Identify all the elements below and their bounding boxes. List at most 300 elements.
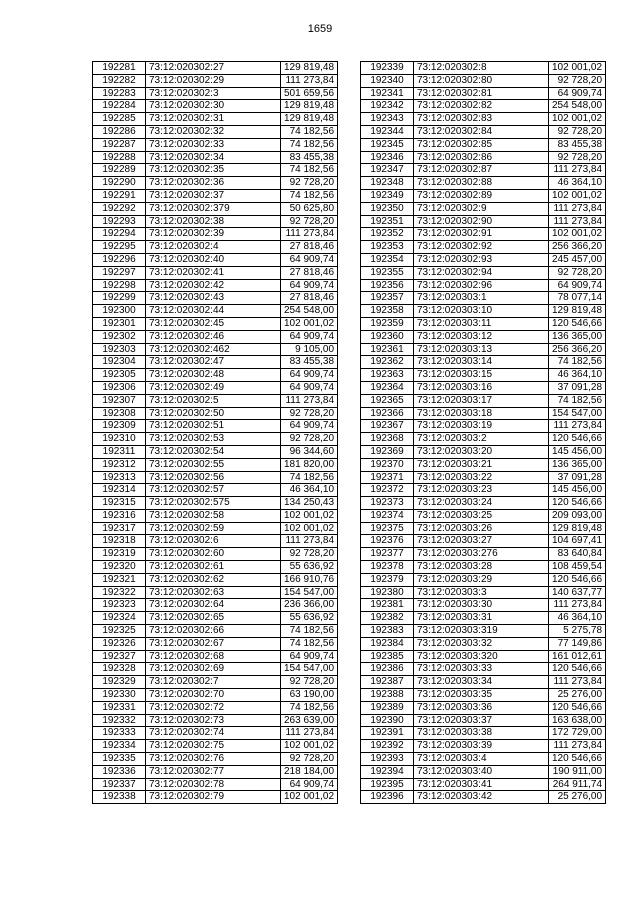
value-cell: 129 819,48 <box>281 113 338 126</box>
row-number-cell: 192310 <box>93 433 146 446</box>
row-number-cell: 192300 <box>93 305 146 318</box>
table-row <box>93 394 338 407</box>
table-row <box>93 445 338 458</box>
value-cell: 46 364,10 <box>549 369 606 382</box>
cadastral-number-cell: 73:12:020302:31 <box>146 113 281 126</box>
value-cell: 111 273,84 <box>549 676 606 689</box>
row-number-cell: 192284 <box>93 100 146 113</box>
table-row <box>93 599 338 612</box>
table-row <box>93 663 338 676</box>
table-row <box>361 650 606 663</box>
row-number-cell: 192353 <box>361 241 414 254</box>
row-number-cell: 192395 <box>361 778 414 791</box>
cadastral-number-cell: 73:12:020302:86 <box>414 151 549 164</box>
cadastral-number-cell: 73:12:020302:53 <box>146 433 281 446</box>
value-cell: 264 911,74 <box>549 778 606 791</box>
row-number-cell: 192370 <box>361 458 414 471</box>
value-cell: 27 818,46 <box>281 266 338 279</box>
row-number-cell: 192380 <box>361 586 414 599</box>
cadastral-number-cell: 73:12:020302:56 <box>146 471 281 484</box>
table-row <box>361 356 606 369</box>
cadastral-number-cell: 73:12:020302:70 <box>146 689 281 702</box>
value-cell: 92 728,20 <box>549 74 606 87</box>
cadastral-number-cell: 73:12:020302:93 <box>414 253 549 266</box>
row-number-cell: 192355 <box>361 266 414 279</box>
cadastral-number-cell: 73:12:020303:22 <box>414 471 549 484</box>
value-cell: 64 909,74 <box>281 330 338 343</box>
cadastral-number-cell: 73:12:020303:1 <box>414 292 549 305</box>
row-number-cell: 192318 <box>93 535 146 548</box>
cadastral-number-cell: 73:12:020302:64 <box>146 599 281 612</box>
row-number-cell: 192332 <box>93 714 146 727</box>
row-number-cell: 192289 <box>93 164 146 177</box>
row-number-cell: 192384 <box>361 637 414 650</box>
table-row <box>361 369 606 382</box>
cadastral-number-cell: 73:12:020302:87 <box>414 164 549 177</box>
table-row <box>361 266 606 279</box>
row-number-cell: 192281 <box>93 62 146 75</box>
row-number-cell: 192291 <box>93 189 146 202</box>
row-number-cell: 192376 <box>361 535 414 548</box>
row-number-cell: 192338 <box>93 791 146 804</box>
cadastral-number-cell: 73:12:020303:36 <box>414 701 549 714</box>
row-number-cell: 192373 <box>361 497 414 510</box>
cadastral-number-cell: 73:12:020303:14 <box>414 356 549 369</box>
value-cell: 92 728,20 <box>549 125 606 138</box>
row-number-cell: 192334 <box>93 740 146 753</box>
cadastral-number-cell: 73:12:020302:5 <box>146 394 281 407</box>
row-number-cell: 192285 <box>93 113 146 126</box>
cadastral-number-cell: 73:12:020302:76 <box>146 753 281 766</box>
value-cell: 92 728,20 <box>549 151 606 164</box>
table-row <box>93 87 338 100</box>
value-cell: 136 365,00 <box>549 458 606 471</box>
row-number-cell: 192357 <box>361 292 414 305</box>
cadastral-number-cell: 73:12:020303:39 <box>414 740 549 753</box>
cadastral-number-cell: 73:12:020302:7 <box>146 676 281 689</box>
row-number-cell: 192346 <box>361 151 414 164</box>
table-row <box>361 663 606 676</box>
cadastral-number-cell: 73:12:020303:28 <box>414 561 549 574</box>
cadastral-number-cell: 73:12:020303:17 <box>414 394 549 407</box>
table-row <box>361 433 606 446</box>
value-cell: 120 546,66 <box>549 663 606 676</box>
row-number-cell: 192337 <box>93 778 146 791</box>
table-row <box>93 612 338 625</box>
value-cell: 120 546,66 <box>549 573 606 586</box>
table-row <box>93 292 338 305</box>
row-number-cell: 192368 <box>361 433 414 446</box>
table-row <box>93 522 338 535</box>
value-cell: 120 546,66 <box>549 433 606 446</box>
cadastral-number-cell: 73:12:020303:16 <box>414 381 549 394</box>
cadastral-number-cell: 73:12:020302:32 <box>146 125 281 138</box>
table-row <box>361 215 606 228</box>
row-number-cell: 192327 <box>93 650 146 663</box>
table-row <box>361 586 606 599</box>
value-cell: 96 344,60 <box>281 445 338 458</box>
row-number-cell: 192394 <box>361 765 414 778</box>
row-number-cell: 192294 <box>93 228 146 241</box>
table-row <box>93 407 338 420</box>
table-row <box>361 317 606 330</box>
row-number-cell: 192296 <box>93 253 146 266</box>
table-row <box>361 765 606 778</box>
table-row <box>93 253 338 266</box>
cadastral-number-cell: 73:12:020302:84 <box>414 125 549 138</box>
cadastral-number-cell: 73:12:020302:46 <box>146 330 281 343</box>
cadastral-number-cell: 73:12:020302:4 <box>146 241 281 254</box>
cadastral-number-cell: 73:12:020302:74 <box>146 727 281 740</box>
value-cell: 37 091,28 <box>549 381 606 394</box>
row-number-cell: 192298 <box>93 279 146 292</box>
cadastral-number-cell: 73:12:020302:55 <box>146 458 281 471</box>
cadastral-number-cell: 73:12:020302:75 <box>146 740 281 753</box>
row-number-cell: 192344 <box>361 125 414 138</box>
row-number-cell: 192287 <box>93 138 146 151</box>
table-row <box>361 407 606 420</box>
value-cell: 181 820,00 <box>281 458 338 471</box>
cadastral-number-cell: 73:12:020302:34 <box>146 151 281 164</box>
value-cell: 111 273,84 <box>281 74 338 87</box>
value-cell: 102 001,02 <box>281 509 338 522</box>
cadastral-number-cell: 73:12:020302:88 <box>414 177 549 190</box>
cadastral-number-cell: 73:12:020303:34 <box>414 676 549 689</box>
cadastral-number-cell: 73:12:020303:3 <box>414 586 549 599</box>
cadastral-number-cell: 73:12:020302:38 <box>146 215 281 228</box>
cadastral-number-cell: 73:12:020302:69 <box>146 663 281 676</box>
value-cell: 111 273,84 <box>549 420 606 433</box>
cadastral-number-cell: 73:12:020302:81 <box>414 87 549 100</box>
table-row <box>361 740 606 753</box>
value-cell: 501 659,56 <box>281 87 338 100</box>
table-row <box>93 548 338 561</box>
row-number-cell: 192309 <box>93 420 146 433</box>
table-row <box>93 381 338 394</box>
row-number-cell: 192386 <box>361 663 414 676</box>
table-row <box>361 100 606 113</box>
row-number-cell: 192286 <box>93 125 146 138</box>
cadastral-number-cell: 73:12:020303:41 <box>414 778 549 791</box>
table-row <box>361 458 606 471</box>
cadastral-number-cell: 73:12:020303:37 <box>414 714 549 727</box>
table-row <box>361 138 606 151</box>
table-row <box>93 125 338 138</box>
value-cell: 154 547,00 <box>281 663 338 676</box>
value-cell: 92 728,20 <box>281 177 338 190</box>
row-number-cell: 192359 <box>361 317 414 330</box>
table-row <box>361 164 606 177</box>
cadastral-number-cell: 73:12:020303:42 <box>414 791 549 804</box>
row-number-cell: 192369 <box>361 445 414 458</box>
row-number-cell: 192317 <box>93 522 146 535</box>
table-row <box>361 279 606 292</box>
cadastral-number-cell: 73:12:020302:67 <box>146 637 281 650</box>
table-row <box>361 305 606 318</box>
value-cell: 64 909,74 <box>281 369 338 382</box>
cadastral-number-cell: 73:12:020302:41 <box>146 266 281 279</box>
cadastral-number-cell: 73:12:020303:27 <box>414 535 549 548</box>
table-row <box>93 356 338 369</box>
value-cell: 245 457,00 <box>549 253 606 266</box>
cadastral-number-cell: 73:12:020302:45 <box>146 317 281 330</box>
cadastral-number-cell: 73:12:020303:38 <box>414 727 549 740</box>
table-row <box>93 305 338 318</box>
table-row <box>93 74 338 87</box>
value-cell: 102 001,02 <box>549 228 606 241</box>
cadastral-number-cell: 73:12:020302:9 <box>414 202 549 215</box>
row-number-cell: 192392 <box>361 740 414 753</box>
value-cell: 74 182,56 <box>281 637 338 650</box>
row-number-cell: 192347 <box>361 164 414 177</box>
value-cell: 120 546,66 <box>549 701 606 714</box>
table-row <box>93 189 338 202</box>
cadastral-number-cell: 73:12:020303:12 <box>414 330 549 343</box>
value-cell: 74 182,56 <box>281 164 338 177</box>
cadastral-number-cell: 73:12:020302:50 <box>146 407 281 420</box>
table-row <box>361 228 606 241</box>
row-number-cell: 192324 <box>93 612 146 625</box>
value-cell: 190 911,00 <box>549 765 606 778</box>
cadastral-number-cell: 73:12:020303:13 <box>414 343 549 356</box>
row-number-cell: 192393 <box>361 753 414 766</box>
table-row <box>361 330 606 343</box>
value-cell: 55 636,92 <box>281 561 338 574</box>
row-number-cell: 192352 <box>361 228 414 241</box>
table-row <box>93 241 338 254</box>
cadastral-number-cell: 73:12:020302:92 <box>414 241 549 254</box>
table-row <box>93 266 338 279</box>
table-row <box>93 586 338 599</box>
table-row <box>361 381 606 394</box>
table-row <box>93 420 338 433</box>
value-cell: 154 547,00 <box>281 586 338 599</box>
row-number-cell: 192301 <box>93 317 146 330</box>
cadastral-number-cell: 73:12:020302:59 <box>146 522 281 535</box>
row-number-cell: 192314 <box>93 484 146 497</box>
cadastral-number-cell: 73:12:020303:24 <box>414 497 549 510</box>
cadastral-number-cell: 73:12:020302:94 <box>414 266 549 279</box>
cadastral-number-cell: 73:12:020302:42 <box>146 279 281 292</box>
value-cell: 64 909,74 <box>281 253 338 266</box>
value-cell: 111 273,84 <box>549 215 606 228</box>
cadastral-number-cell: 73:12:020303:19 <box>414 420 549 433</box>
row-number-cell: 192299 <box>93 292 146 305</box>
table-row <box>93 100 338 113</box>
table-row <box>361 637 606 650</box>
value-cell: 209 093,00 <box>549 509 606 522</box>
row-number-cell: 192363 <box>361 369 414 382</box>
row-number-cell: 192339 <box>361 62 414 75</box>
cadastral-number-cell: 73:12:020302:91 <box>414 228 549 241</box>
value-cell: 37 091,28 <box>549 471 606 484</box>
row-number-cell: 192331 <box>93 701 146 714</box>
row-number-cell: 192371 <box>361 471 414 484</box>
cadastral-number-cell: 73:12:020302:379 <box>146 202 281 215</box>
row-number-cell: 192313 <box>93 471 146 484</box>
row-number-cell: 192351 <box>361 215 414 228</box>
table-row <box>361 573 606 586</box>
cadastral-number-cell: 73:12:020302:54 <box>146 445 281 458</box>
table-row <box>93 689 338 702</box>
table-row <box>93 215 338 228</box>
value-cell: 83 640,84 <box>549 548 606 561</box>
row-number-cell: 192388 <box>361 689 414 702</box>
row-number-cell: 192383 <box>361 625 414 638</box>
table-row <box>93 509 338 522</box>
cadastral-number-cell: 73:12:020302:3 <box>146 87 281 100</box>
cadastral-number-cell: 73:12:020302:83 <box>414 113 549 126</box>
value-cell: 140 637,77 <box>549 586 606 599</box>
row-number-cell: 192290 <box>93 177 146 190</box>
value-cell: 102 001,02 <box>549 62 606 75</box>
cadastral-number-cell: 73:12:020302:60 <box>146 548 281 561</box>
table-row <box>93 740 338 753</box>
value-cell: 74 182,56 <box>281 189 338 202</box>
cadastral-number-cell: 73:12:020302:90 <box>414 215 549 228</box>
value-cell: 92 728,20 <box>281 407 338 420</box>
row-number-cell: 192305 <box>93 369 146 382</box>
cadastral-number-cell: 73:12:020302:30 <box>146 100 281 113</box>
cadastral-number-cell: 73:12:020302:37 <box>146 189 281 202</box>
table-row <box>361 445 606 458</box>
value-cell: 102 001,02 <box>549 189 606 202</box>
value-cell: 92 728,20 <box>549 266 606 279</box>
row-number-cell: 192390 <box>361 714 414 727</box>
row-number-cell: 192385 <box>361 650 414 663</box>
row-number-cell: 192389 <box>361 701 414 714</box>
cadastral-number-cell: 73:12:020302:66 <box>146 625 281 638</box>
table-row <box>361 471 606 484</box>
cadastral-number-cell: 73:12:020303:26 <box>414 522 549 535</box>
table-row <box>361 420 606 433</box>
row-number-cell: 192320 <box>93 561 146 574</box>
row-number-cell: 192361 <box>361 343 414 356</box>
table-row <box>361 74 606 87</box>
cadastral-number-cell: 73:12:020302:72 <box>146 701 281 714</box>
value-cell: 46 364,10 <box>281 484 338 497</box>
cadastral-number-cell: 73:12:020302:79 <box>146 791 281 804</box>
value-cell: 256 366,20 <box>549 241 606 254</box>
value-cell: 256 366,20 <box>549 343 606 356</box>
table-row <box>93 279 338 292</box>
cadastral-number-cell: 73:12:020303:33 <box>414 663 549 676</box>
value-cell: 92 728,20 <box>281 548 338 561</box>
row-number-cell: 192358 <box>361 305 414 318</box>
table-row <box>361 253 606 266</box>
row-number-cell: 192391 <box>361 727 414 740</box>
row-number-cell: 192367 <box>361 420 414 433</box>
table-row <box>93 484 338 497</box>
value-cell: 64 909,74 <box>549 279 606 292</box>
row-number-cell: 192325 <box>93 625 146 638</box>
value-cell: 74 182,56 <box>281 701 338 714</box>
row-number-cell: 192330 <box>93 689 146 702</box>
value-cell: 64 909,74 <box>549 87 606 100</box>
cadastral-number-cell: 73:12:020302:77 <box>146 765 281 778</box>
row-number-cell: 192283 <box>93 87 146 100</box>
value-cell: 145 456,00 <box>549 445 606 458</box>
table-row <box>361 484 606 497</box>
row-number-cell: 192333 <box>93 727 146 740</box>
cadastral-number-cell: 73:12:020302:85 <box>414 138 549 151</box>
cadastral-number-cell: 73:12:020303:23 <box>414 484 549 497</box>
cadastral-number-cell: 73:12:020303:21 <box>414 458 549 471</box>
row-number-cell: 192366 <box>361 407 414 420</box>
cadastral-number-cell: 73:12:020303:15 <box>414 369 549 382</box>
value-cell: 74 182,56 <box>281 138 338 151</box>
value-cell: 145 456,00 <box>549 484 606 497</box>
cadastral-number-cell: 73:12:020302:89 <box>414 189 549 202</box>
row-number-cell: 192350 <box>361 202 414 215</box>
value-cell: 263 639,00 <box>281 714 338 727</box>
value-cell: 111 273,84 <box>281 535 338 548</box>
cadastral-number-cell: 73:12:020302:47 <box>146 356 281 369</box>
row-number-cell: 192378 <box>361 561 414 574</box>
table-row <box>361 714 606 727</box>
table-row <box>361 343 606 356</box>
table-row <box>93 433 338 446</box>
table-row <box>361 87 606 100</box>
table-row <box>361 778 606 791</box>
table-row <box>93 62 338 75</box>
row-number-cell: 192362 <box>361 356 414 369</box>
value-cell: 129 819,48 <box>549 522 606 535</box>
table-row <box>93 330 338 343</box>
value-cell: 254 548,00 <box>549 100 606 113</box>
row-number-cell: 192343 <box>361 113 414 126</box>
table-row <box>361 701 606 714</box>
value-cell: 136 365,00 <box>549 330 606 343</box>
row-number-cell: 192360 <box>361 330 414 343</box>
cadastral-number-cell: 73:12:020303:10 <box>414 305 549 318</box>
cadastral-number-cell: 73:12:020302:78 <box>146 778 281 791</box>
value-cell: 92 728,20 <box>281 753 338 766</box>
value-cell: 102 001,02 <box>549 113 606 126</box>
value-cell: 50 625,80 <box>281 202 338 215</box>
cadastral-number-cell: 73:12:020302:8 <box>414 62 549 75</box>
table-row <box>93 778 338 791</box>
value-cell: 83 455,38 <box>281 356 338 369</box>
row-number-cell: 192387 <box>361 676 414 689</box>
page-number: 1659 <box>307 23 333 35</box>
cadastral-number-cell: 73:12:020303:276 <box>414 548 549 561</box>
table-row <box>361 625 606 638</box>
value-cell: 102 001,02 <box>281 791 338 804</box>
cadastral-number-cell: 73:12:020302:27 <box>146 62 281 75</box>
value-cell: 5 275,78 <box>549 625 606 638</box>
table-row <box>361 689 606 702</box>
table-row <box>93 369 338 382</box>
table-row <box>93 471 338 484</box>
table-row <box>361 177 606 190</box>
value-cell: 134 250,43 <box>281 497 338 510</box>
value-cell: 77 149,86 <box>549 637 606 650</box>
value-cell: 111 273,84 <box>549 599 606 612</box>
value-cell: 236 366,00 <box>281 599 338 612</box>
table-row <box>361 189 606 202</box>
cadastral-number-cell: 73:12:020303:31 <box>414 612 549 625</box>
value-cell: 111 273,84 <box>281 228 338 241</box>
row-number-cell: 192303 <box>93 343 146 356</box>
table-row <box>361 753 606 766</box>
row-number-cell: 192295 <box>93 241 146 254</box>
table-row <box>93 637 338 650</box>
value-cell: 74 182,56 <box>281 125 338 138</box>
table-row <box>361 125 606 138</box>
table-row <box>93 177 338 190</box>
row-number-cell: 192354 <box>361 253 414 266</box>
